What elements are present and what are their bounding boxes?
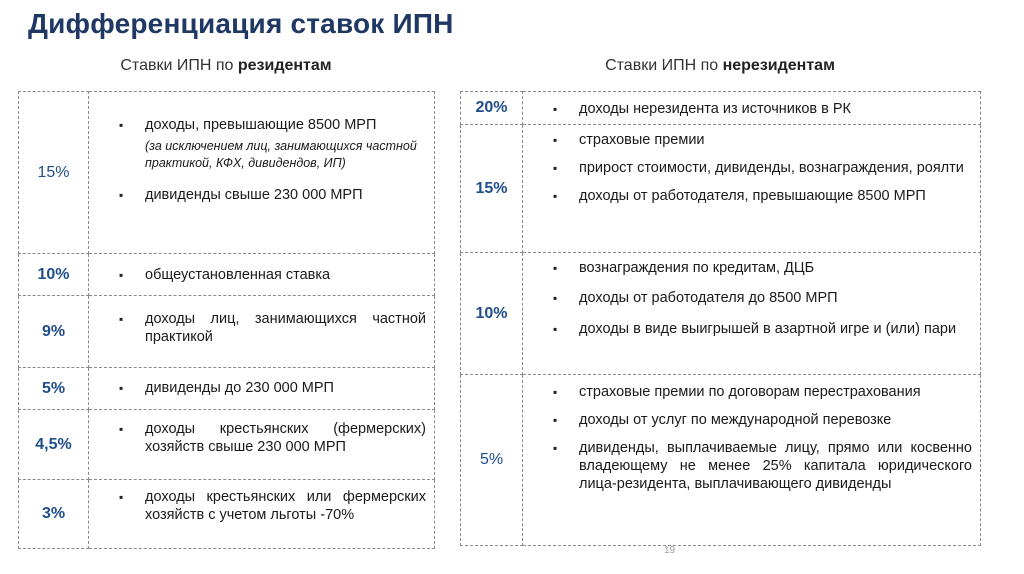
description-cell [523,375,981,546]
rate-cell: 10% [19,254,89,296]
list-item [523,259,980,277]
table-row [461,375,981,546]
item-text: доходы от работодателя, превышающие 8500 МРП [579,188,926,204]
table-row [19,368,435,410]
item-text: страховые премии по договорам перестрахования [579,384,921,400]
item-text: прирост стоимости, дивиденды, вознаграждения, роялти [579,160,964,176]
item-text: общеустановленная ставка [145,267,331,283]
item-text: доходы крестьянских (фермерских) хозяйств свыше 230 000 МРП [145,421,426,455]
nonresidents-table [460,91,981,546]
list-item [523,289,980,307]
description-cell [523,92,981,125]
list-item [89,379,434,397]
item-text: вознаграждения по кредитам, ДЦБ [579,260,815,276]
page-title: Дифференциация ставок ИПН [28,8,454,39]
rate-cell: 5% [461,375,523,546]
list-item [523,187,980,205]
list-item [89,186,434,204]
list-item [89,266,434,284]
item-text: доходы, превышающие 8500 МРП [145,117,377,133]
item-text: доходы от услуг по международной перевозке [579,412,892,428]
description-cell [89,296,435,368]
rate-cell: 15% [19,92,89,254]
list-item [523,319,980,340]
table-row [461,92,981,125]
nonresidents-heading [460,57,980,75]
table-row [19,480,435,549]
list-item [523,383,980,401]
page-number: 19 [664,545,676,556]
description-cell [523,125,981,253]
rate-cell: 5% [19,368,89,410]
list-item [523,131,980,149]
description-cell [89,368,435,410]
residents-heading-prefix: Ставки ИПН по [120,57,238,74]
table-row [461,125,981,253]
item-text: доходы крестьянских или фермерских хозяйств с учетом льготы -70% [145,489,426,523]
table-row [19,254,435,296]
item-text: дивиденды свыше 230 000 МРП [145,187,363,203]
rate-cell: 9% [19,296,89,368]
nonresidents-heading-bold: нерезидентам [722,57,835,74]
description-cell [89,254,435,296]
list-item [89,420,434,456]
rate-cell: 3% [19,480,89,549]
list-item [523,439,980,493]
item-text: доходы в виде выигрышей в азартной игре и (или) пари [579,321,957,337]
item-text: дивиденды до 230 000 МРП [145,380,334,396]
item-note: (за исключением лиц, занимающихся частной практикой, КФХ, дивидендов, ИП) [145,139,417,170]
rate-cell: 20% [461,92,523,125]
item-text: доходы от работодателя до 8500 МРП [579,290,838,306]
list-item [89,488,434,524]
rate-cell: 15% [461,125,523,253]
item-text: дивиденды, выплачиваемые лицу, прямо или косвенно владеющему не менее 25% капитала юридического лица-резидента, выплачивающего дивиденды [579,440,972,492]
description-cell [89,480,435,549]
list-item [523,159,980,177]
description-cell [89,92,435,254]
residents-heading [18,57,434,75]
table-row [19,296,435,368]
nonresidents-heading-prefix: Ставки ИПН по [605,57,723,74]
list-item [89,116,434,172]
table-row [19,92,435,254]
item-text: страховые премии [579,132,705,148]
residents-heading-bold: резидентам [237,57,332,74]
list-item [89,310,434,346]
item-text: доходы лиц, занимающихся частной практикой [145,311,426,345]
rate-cell: 4,5% [19,410,89,480]
item-text: доходы нерезидента из источников в РК [579,101,852,117]
residents-table [18,91,435,549]
list-item [523,100,980,118]
rate-cell: 10% [461,253,523,375]
table-row [461,253,981,375]
table-row [19,410,435,480]
list-item [523,411,980,429]
description-cell [523,253,981,375]
description-cell [89,410,435,480]
